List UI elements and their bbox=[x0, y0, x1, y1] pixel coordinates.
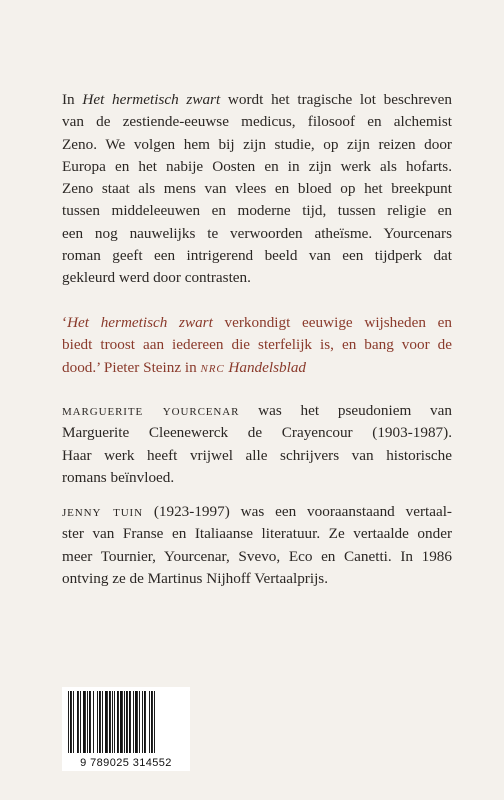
barcode-bar bbox=[89, 691, 91, 753]
author-line bbox=[62, 400, 452, 422]
blurb-line: gekleurd werd door contrasten. bbox=[62, 269, 251, 287]
barcode-bar bbox=[126, 691, 128, 753]
author-text: was het pseudoniem van bbox=[239, 402, 452, 419]
barcode-bar bbox=[77, 691, 79, 753]
quote-line: biedt troost aan iedereen die sterfelijk is, en bang voor de bbox=[62, 336, 452, 354]
newspaper-abbrev: nrc bbox=[200, 358, 225, 376]
translator-bio bbox=[62, 501, 452, 590]
barcode-bar bbox=[120, 691, 123, 753]
barcode-bar bbox=[114, 691, 115, 753]
blurb-line: Zeno. We volgen hem bij zijn studie, op zijn reizen door bbox=[62, 135, 452, 153]
blurb-paragraph bbox=[62, 89, 452, 290]
blurb-prefix: In bbox=[62, 91, 83, 108]
blurb-line: Europa en het nabije Oosten en in zijn werk als hofarts. bbox=[62, 157, 452, 175]
author-name: marguerite yourcenar bbox=[62, 402, 240, 419]
barcode-bar bbox=[97, 691, 98, 753]
barcode-bar bbox=[144, 691, 146, 753]
translator-line: ontving ze de Martinus Nijhoff Vertaalprijs. bbox=[62, 569, 329, 587]
author-line: Marguerite Cleenewerck de Crayencour (1903-1987). bbox=[62, 424, 452, 442]
barcode-bar bbox=[139, 691, 140, 753]
review-quote bbox=[62, 312, 452, 379]
barcode-bar bbox=[124, 691, 125, 753]
translator-name: jenny tuin bbox=[62, 503, 143, 520]
newspaper-name: Handelsblad bbox=[224, 358, 307, 376]
barcode-bar bbox=[149, 691, 150, 753]
blurb-line: Zeno staat als mens van vlees en bloed op het breekpunt bbox=[62, 180, 452, 198]
barcode-bar bbox=[93, 691, 94, 753]
translator-line bbox=[62, 501, 452, 523]
isbn-digits: 9 789025 314552 bbox=[80, 757, 172, 769]
quoted-book-title: Het hermetisch zwart bbox=[67, 314, 213, 331]
barcode-bar bbox=[133, 691, 134, 753]
author-line: romans beïnvloed. bbox=[62, 468, 175, 486]
isbn-barcode bbox=[62, 687, 190, 771]
barcode-bar bbox=[135, 691, 138, 753]
barcode-bar bbox=[102, 691, 103, 753]
barcode-bar bbox=[68, 691, 69, 753]
translator-text: (1923-1997) was een vooraanstaand vertaal- bbox=[142, 503, 452, 520]
blurb-line: een nog nauwelijks te verwoorden atheïsme. Yourcenars bbox=[62, 224, 452, 242]
barcode-bar bbox=[80, 691, 81, 753]
quote-line bbox=[62, 312, 452, 334]
quote-open-mark: ‘ bbox=[62, 314, 68, 331]
blurb-line: van de zestiende-eeuwse medicus, filosoof en alchemist bbox=[62, 113, 452, 131]
barcode-bar bbox=[70, 691, 72, 753]
barcode-bars bbox=[66, 691, 186, 753]
blurb-line: roman geeft een intrigerend beeld van een tijdperk dat bbox=[62, 247, 452, 265]
blurb-line bbox=[62, 89, 452, 111]
translator-line: ster van Franse en Italiaanse literatuur. Ze vertaalde onder bbox=[62, 525, 452, 543]
barcode-bar bbox=[129, 691, 131, 753]
barcode-bar bbox=[151, 691, 153, 753]
blurb-line: tussen middeleeuwen en moderne tijd, tussen religie en bbox=[62, 202, 452, 220]
barcode-bar bbox=[142, 691, 143, 753]
book-title: Het hermetisch zwart bbox=[82, 91, 221, 108]
barcode-bar bbox=[105, 691, 108, 753]
quote-attribution: dood.’ Pieter Steinz in bbox=[62, 358, 201, 376]
barcode-bar bbox=[87, 691, 88, 753]
quote-line bbox=[62, 357, 452, 379]
barcode-bar bbox=[99, 691, 101, 753]
blurb-text: wordt het tragische lot beschreven bbox=[220, 91, 452, 108]
quote-text: verkondigt eeuwige wijsheden en bbox=[212, 314, 452, 331]
author-line: Haar werk heeft vrijwel alle schrijvers van historische bbox=[62, 446, 452, 464]
barcode-bar bbox=[117, 691, 119, 753]
author-bio bbox=[62, 400, 452, 489]
barcode-bar bbox=[109, 691, 111, 753]
barcode-bar bbox=[154, 691, 155, 753]
barcode-bar bbox=[83, 691, 86, 753]
barcode-bar bbox=[73, 691, 74, 753]
barcode-bar bbox=[112, 691, 113, 753]
translator-line: meer Tournier, Yourcenar, Svevo, Eco en Canetti. In 1986 bbox=[62, 547, 452, 565]
